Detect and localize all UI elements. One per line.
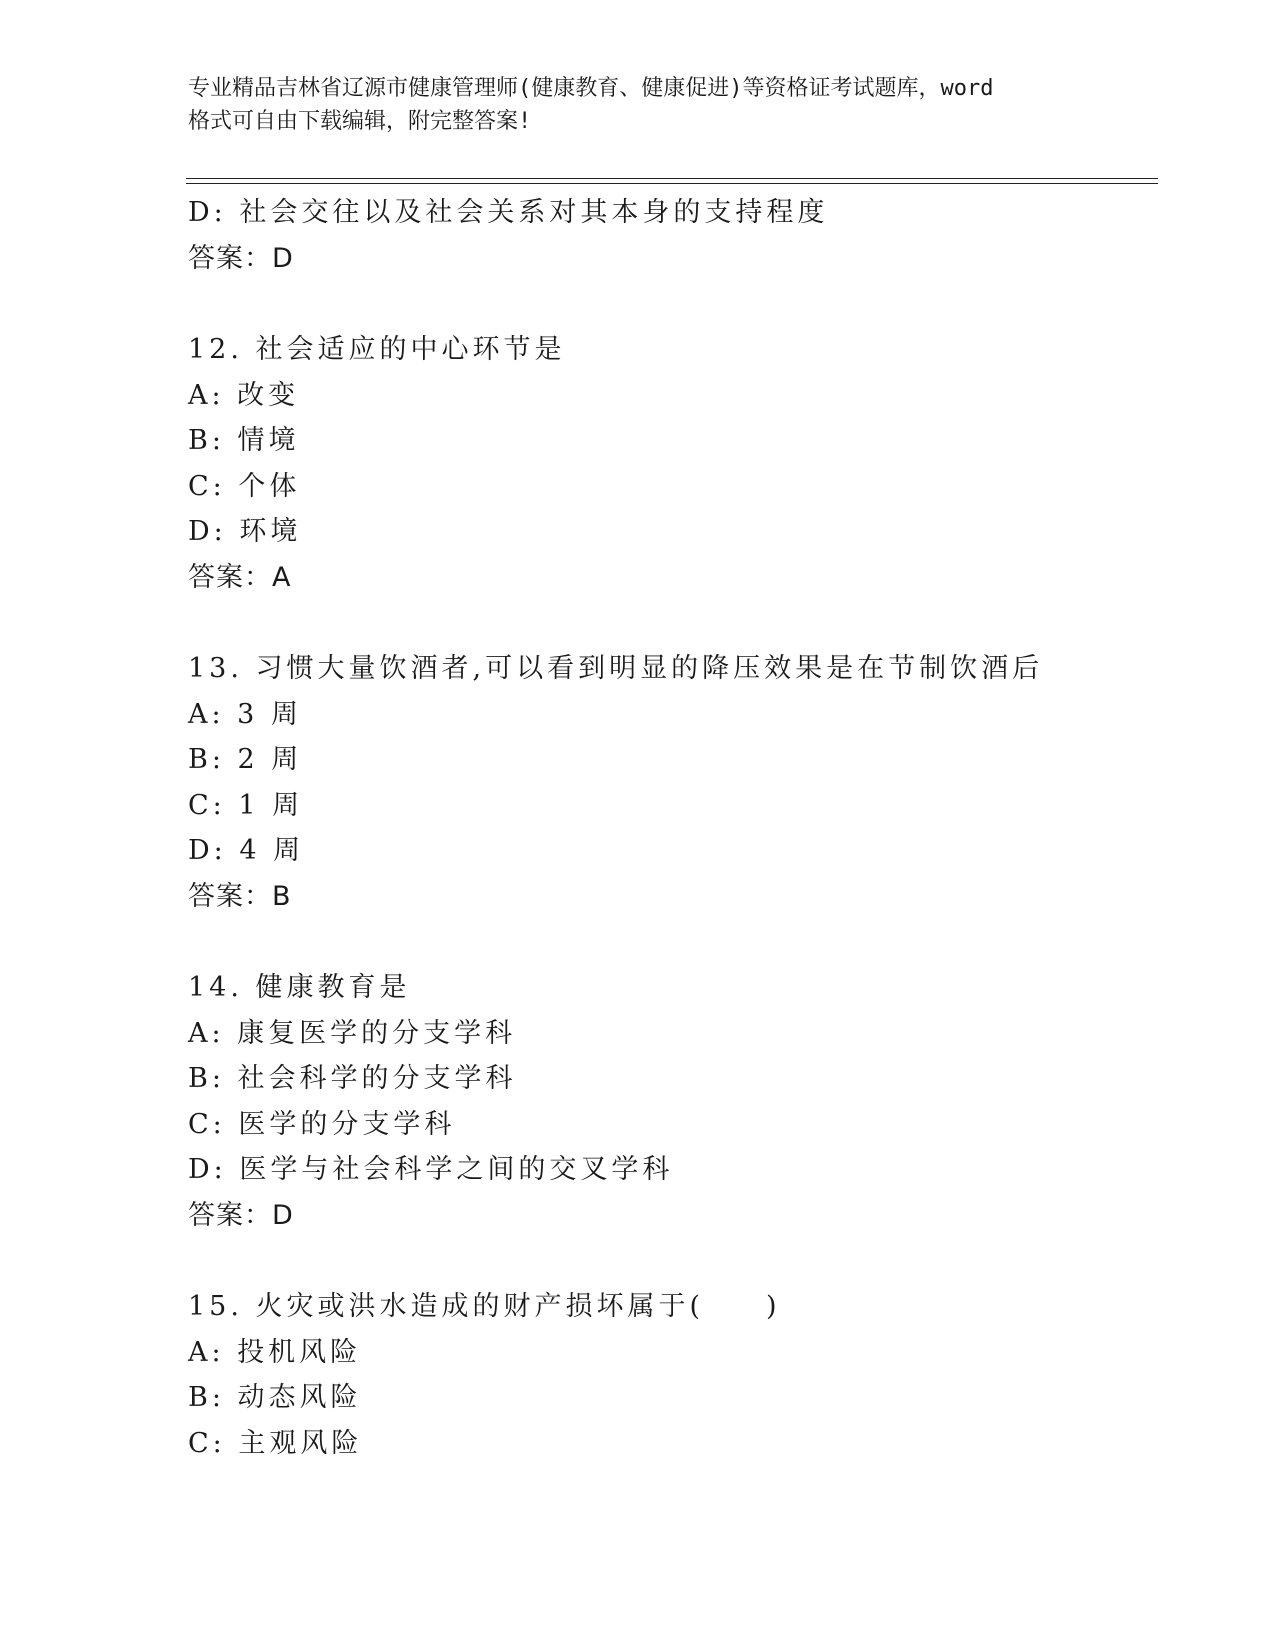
answer-line: 答案：A	[188, 561, 292, 593]
question-12	[188, 327, 1148, 600]
question-14	[188, 965, 1148, 1238]
question-title: 15. 火灾或洪水造成的财产损坏属于( )	[188, 1291, 781, 1322]
option-a: A: 投机风险	[188, 1336, 362, 1368]
option-d: D: 环境	[188, 516, 302, 547]
option-b: B: 2 周	[188, 744, 303, 775]
option-b: B: 动态风险	[188, 1382, 362, 1413]
option-c: C: 个体	[188, 470, 301, 502]
option-c: C: 主观风险	[188, 1427, 363, 1459]
option-c: C: 1 周	[188, 789, 304, 821]
header-rule-top	[186, 178, 1158, 179]
option-a: A: 康复医学的分支学科	[188, 1017, 517, 1049]
document-header	[188, 72, 1088, 138]
answer-line: 答案：D	[188, 242, 294, 274]
header-rule-bottom	[186, 183, 1158, 184]
option-b: B: 情境	[188, 425, 300, 456]
previous-question-tail	[188, 190, 1148, 281]
header-line-2: 格式可自由下载编辑，附完整答案!	[188, 109, 532, 134]
option-c: C: 医学的分支学科	[188, 1108, 456, 1140]
question-title: 12. 社会适应的中心环节是	[188, 334, 566, 365]
option-d: D: 4 周	[188, 835, 305, 866]
question-title: 14. 健康教育是	[188, 972, 411, 1003]
option-a: A: 改变	[188, 379, 300, 411]
answer-line: 答案：D	[188, 1199, 294, 1231]
header-line-1: 专业精品吉林省辽源市健康管理师(健康教育、健康促进)等资格证考试题库，word	[188, 76, 994, 101]
option-a: A: 3 周	[188, 698, 302, 730]
option-b: B: 社会科学的分支学科	[188, 1063, 517, 1094]
answer-line: 答案：B	[188, 880, 292, 912]
question-13	[188, 646, 1148, 919]
option-d: D: 医学与社会科学之间的交叉学科	[188, 1154, 674, 1185]
question-15	[188, 1284, 1148, 1466]
option-d: D: 社会交往以及社会关系对其本身的支持程度	[188, 197, 829, 228]
question-list	[188, 190, 1148, 1466]
question-title: 13. 习惯大量饮酒者,可以看到明显的降压效果是在节制饮酒后	[188, 653, 1044, 684]
